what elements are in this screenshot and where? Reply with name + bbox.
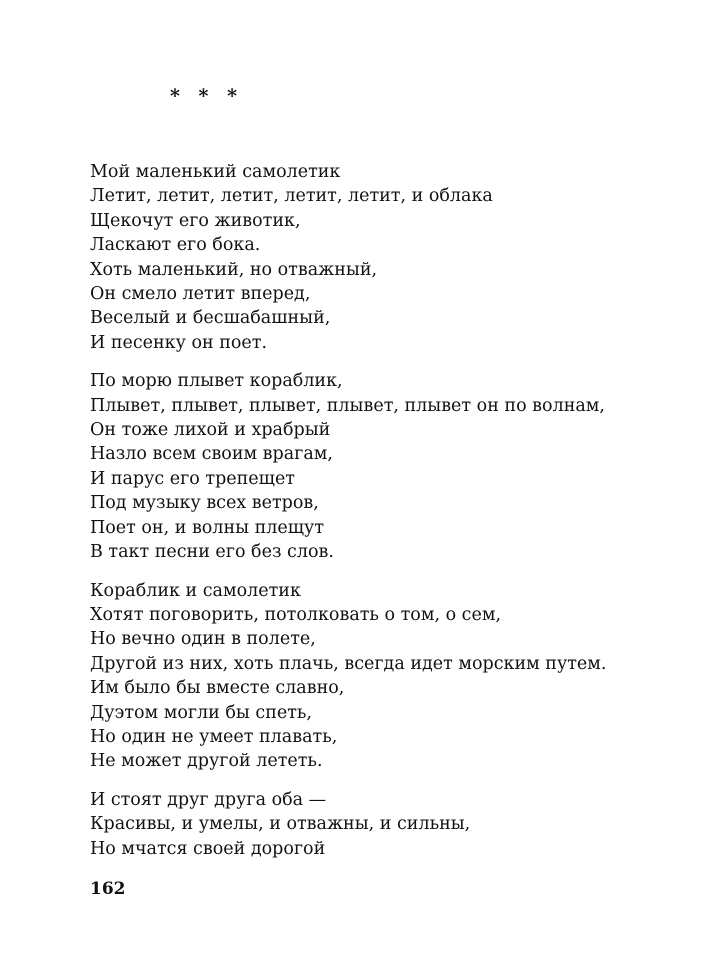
poem-line: Но мчатся своей дорогой bbox=[90, 838, 326, 859]
poem-line: И стоят друг друга оба — bbox=[90, 789, 327, 810]
poem-line: Красивы, и умелы, и отважны, и сильны, bbox=[90, 814, 471, 835]
poem-line: Ласкают его бока. bbox=[90, 235, 261, 256]
poem-line: В такт песни его без слов. bbox=[90, 542, 334, 563]
poem-line: Щекочут его животик, bbox=[90, 210, 301, 231]
poem-line: Поет он, и волны плещут bbox=[90, 517, 324, 538]
poem-line: Хотят поговорить, потолковать о том, о сем, bbox=[90, 604, 502, 625]
poem-line: Другой из них, хоть плачь, всегда идет морским путем. bbox=[90, 653, 607, 674]
poem bbox=[90, 160, 690, 875]
poem-line: И песенку он поет. bbox=[90, 332, 268, 353]
poem-line: Но вечно один в полете, bbox=[90, 629, 316, 650]
stanza-4 bbox=[90, 788, 690, 861]
stanza-1 bbox=[90, 160, 690, 355]
poem-line: Летит, летит, летит, летит, летит, и облака bbox=[90, 186, 493, 207]
poem-line: Он тоже лихой и храбрый bbox=[90, 420, 331, 441]
poem-line: По морю плывет кораблик, bbox=[90, 371, 343, 392]
stanza-2 bbox=[90, 369, 690, 564]
poem-line: Но один не умеет плавать, bbox=[90, 726, 338, 747]
stanza-3 bbox=[90, 579, 690, 774]
poem-line: Под музыку всех ветров, bbox=[90, 493, 319, 514]
poem-line: Хоть маленький, но отважный, bbox=[90, 259, 378, 280]
poem-line: Он смело летит вперед, bbox=[90, 284, 311, 305]
poem-line: Кораблик и самолетик bbox=[90, 580, 301, 601]
section-separator: * * * bbox=[170, 85, 244, 107]
poem-line: Им было бы вместе славно, bbox=[90, 678, 345, 699]
poem-line: Веселый и бесшабашный, bbox=[90, 308, 331, 329]
poem-line: Дуэтом могли бы спеть, bbox=[90, 702, 312, 723]
poem-line: Плывет, плывет, плывет, плывет, плывет он по волнам, bbox=[90, 395, 605, 416]
page-number: 162 bbox=[90, 879, 126, 899]
poem-line: Мой маленький самолетик bbox=[90, 162, 341, 182]
poem-line: Не может другой лететь. bbox=[90, 751, 323, 772]
poem-line: Назло всем своим врагам, bbox=[90, 444, 333, 465]
poem-line: И парус его трепещет bbox=[90, 468, 295, 489]
